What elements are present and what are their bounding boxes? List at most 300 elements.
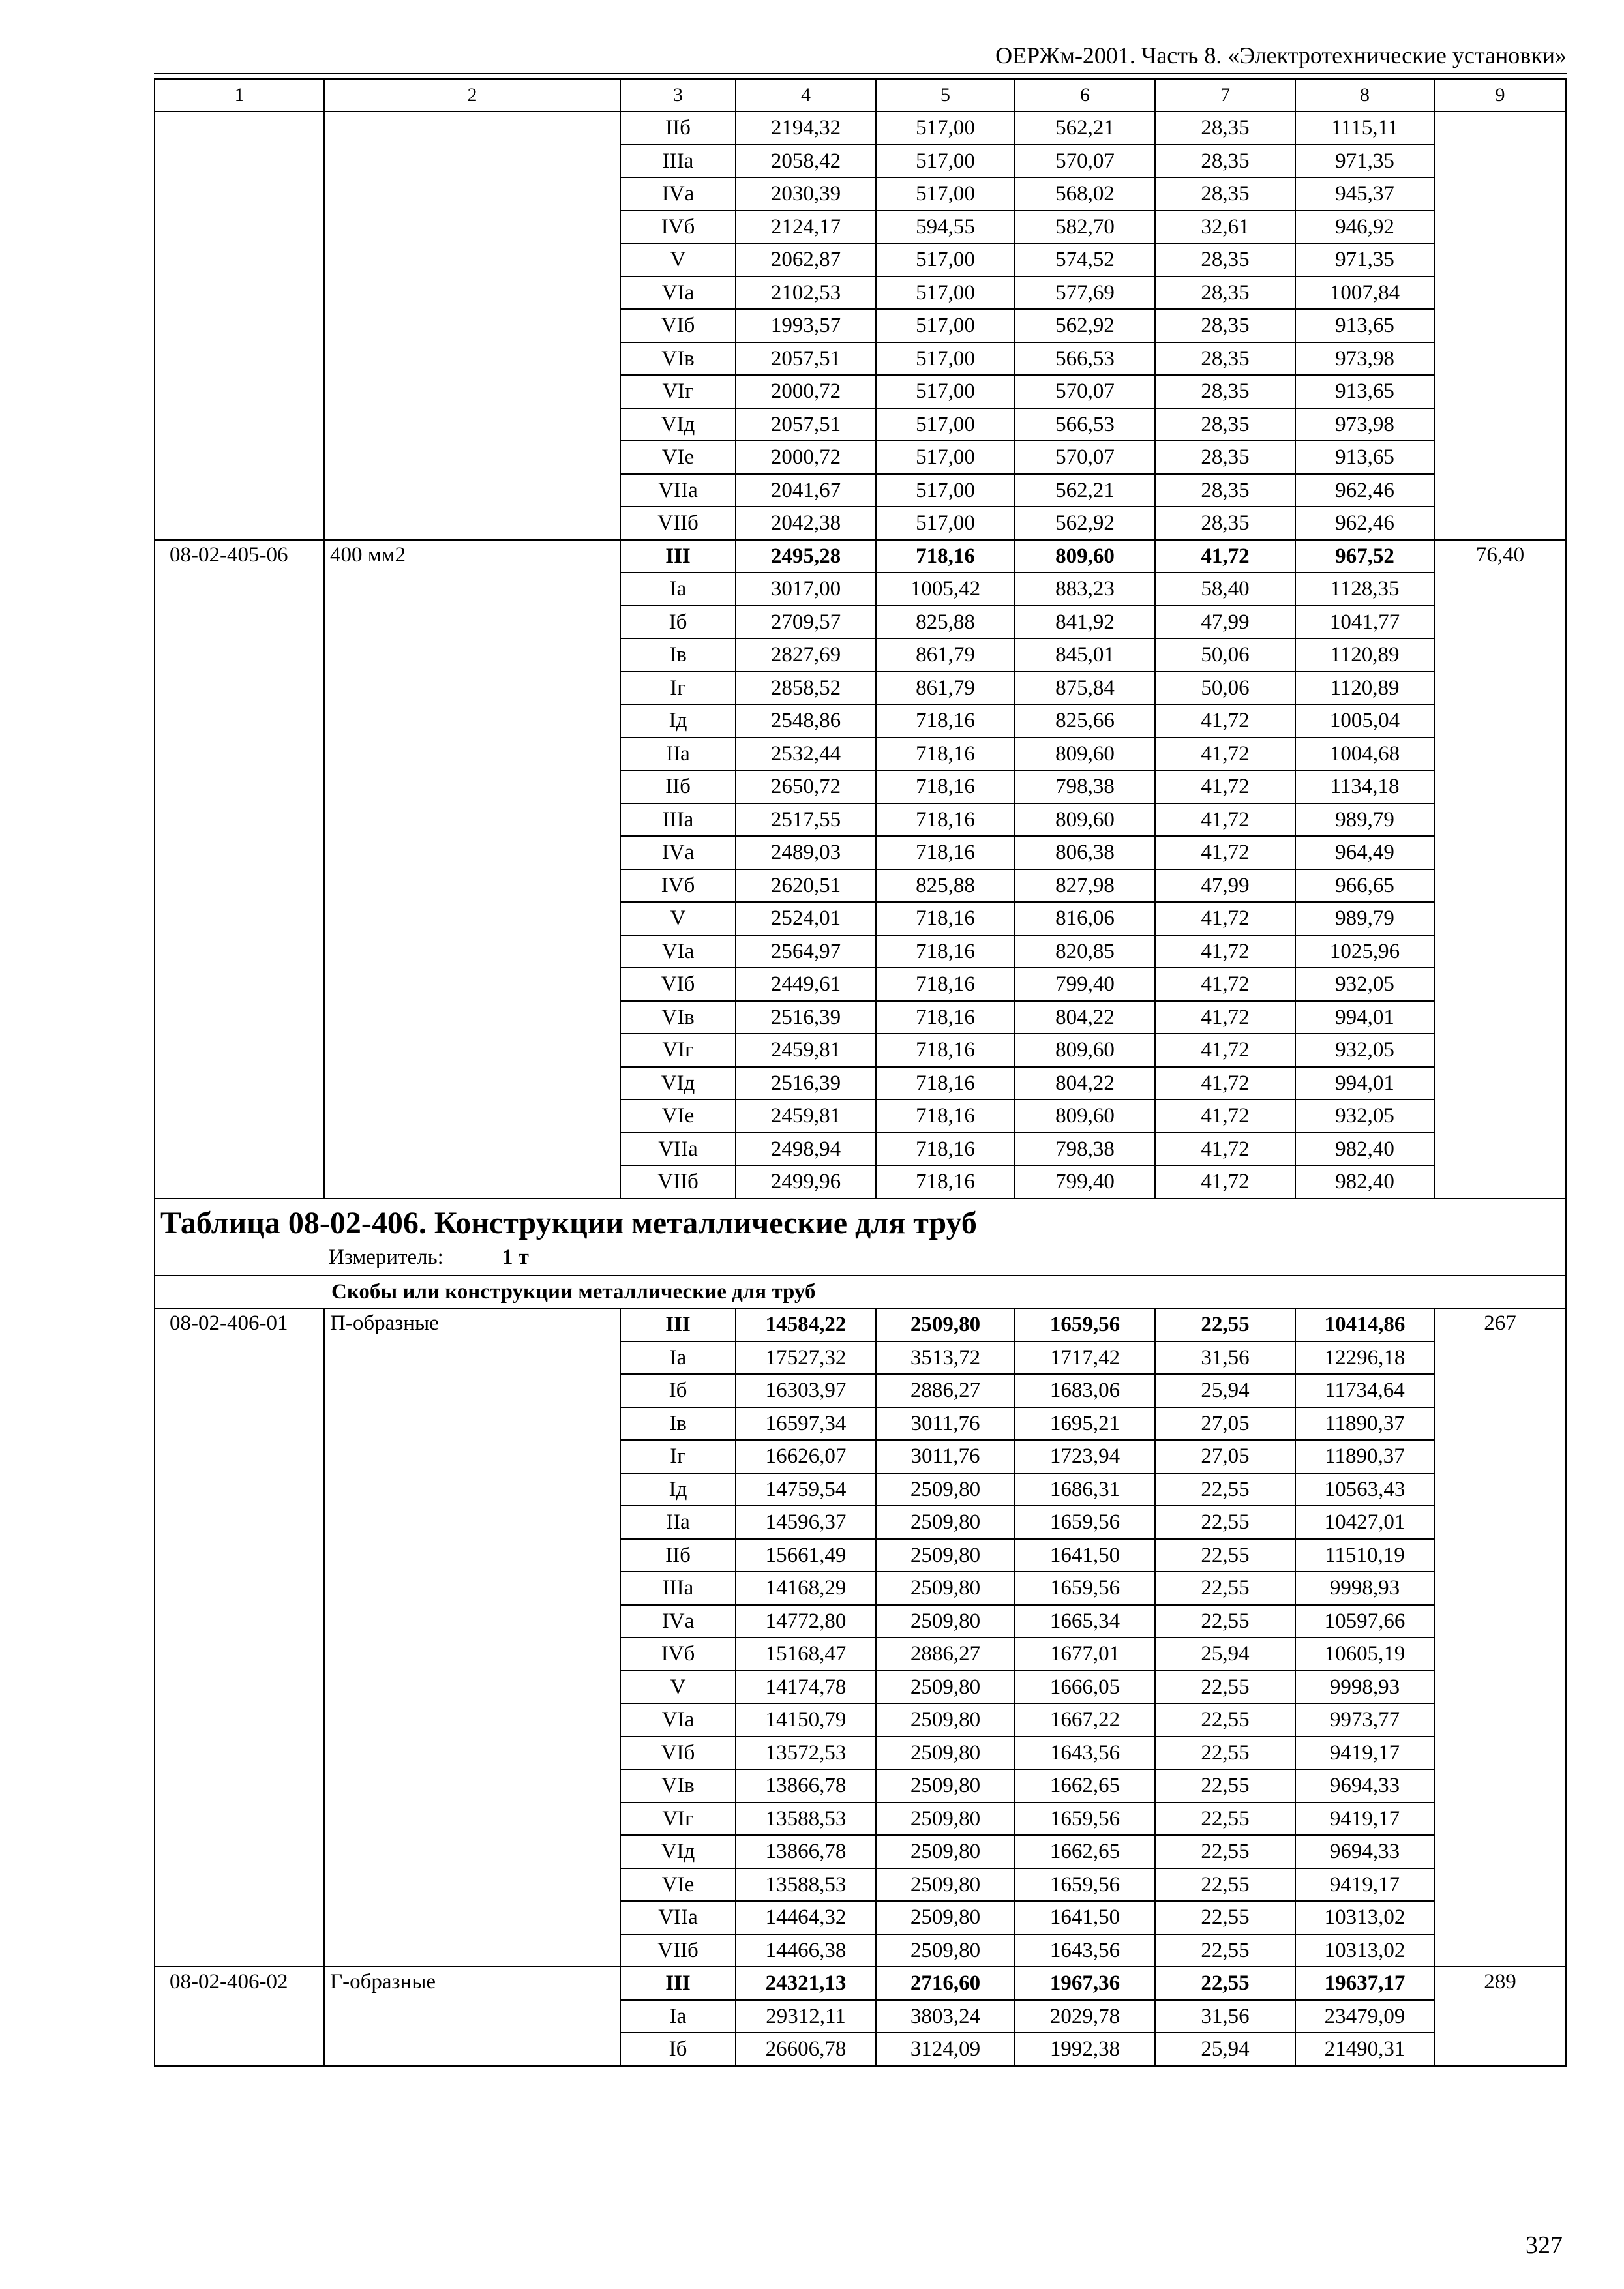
value-cell: 967,52 bbox=[1295, 540, 1434, 573]
value-cell: 718,16 bbox=[876, 836, 1015, 869]
value-cell: 2124,17 bbox=[736, 211, 876, 244]
unit-label: Измеритель: bbox=[329, 1245, 444, 1269]
table-row bbox=[155, 112, 1566, 145]
value-cell: 2489,03 bbox=[736, 836, 876, 869]
column-number: 7 bbox=[1155, 79, 1295, 112]
zone-cell: VIе bbox=[620, 1868, 736, 1902]
value-cell: 1683,06 bbox=[1015, 1374, 1155, 1407]
zone-cell: VIIб bbox=[620, 1165, 736, 1199]
value-cell: 946,92 bbox=[1295, 211, 1434, 244]
value-cell: 1643,56 bbox=[1015, 1737, 1155, 1770]
value-cell: 566,53 bbox=[1015, 408, 1155, 441]
value-cell: 14464,32 bbox=[736, 1901, 876, 1934]
value-cell: 22,55 bbox=[1155, 1737, 1295, 1770]
value-cell: 994,01 bbox=[1295, 1067, 1434, 1100]
value-cell: 41,72 bbox=[1155, 803, 1295, 837]
value-cell: 1641,50 bbox=[1015, 1901, 1155, 1934]
value-cell: 2709,57 bbox=[736, 606, 876, 639]
value-cell: 2449,61 bbox=[736, 968, 876, 1001]
value-cell: 14596,37 bbox=[736, 1506, 876, 1539]
value-cell: 1659,56 bbox=[1015, 1803, 1155, 1836]
rates-table-body bbox=[155, 79, 1566, 2066]
table-row bbox=[155, 540, 1566, 573]
value-cell: 23479,09 bbox=[1295, 2000, 1434, 2033]
value-cell: 9998,93 bbox=[1295, 1671, 1434, 1704]
table-row bbox=[155, 1967, 1566, 2000]
mass-cell: 267 bbox=[1434, 1308, 1566, 1967]
value-cell: 2650,72 bbox=[736, 770, 876, 803]
value-cell: 2498,94 bbox=[736, 1133, 876, 1166]
zone-cell: Iа bbox=[620, 573, 736, 606]
value-cell: 718,16 bbox=[876, 1067, 1015, 1100]
value-cell: 14759,54 bbox=[736, 1473, 876, 1506]
value-cell: 12296,18 bbox=[1295, 1341, 1434, 1375]
value-cell: 825,88 bbox=[876, 606, 1015, 639]
column-number: 4 bbox=[736, 79, 876, 112]
zone-cell: VIв bbox=[620, 1001, 736, 1034]
column-number: 6 bbox=[1015, 79, 1155, 112]
zone-cell: Iа bbox=[620, 1341, 736, 1375]
value-cell: 973,98 bbox=[1295, 342, 1434, 376]
value-cell: 29312,11 bbox=[736, 2000, 876, 2033]
zone-cell: III bbox=[620, 1967, 736, 2000]
value-cell: 827,98 bbox=[1015, 869, 1155, 903]
value-cell: 1128,35 bbox=[1295, 573, 1434, 606]
value-cell: 2716,60 bbox=[876, 1967, 1015, 2000]
value-cell: 1120,89 bbox=[1295, 672, 1434, 705]
value-cell: 11890,37 bbox=[1295, 1440, 1434, 1473]
column-number: 9 bbox=[1434, 79, 1566, 112]
value-cell: 22,55 bbox=[1155, 1703, 1295, 1737]
value-cell: 28,35 bbox=[1155, 441, 1295, 474]
value-cell: 22,55 bbox=[1155, 1901, 1295, 1934]
value-cell: 825,88 bbox=[876, 869, 1015, 903]
value-cell: 13588,53 bbox=[736, 1868, 876, 1902]
value-cell: 994,01 bbox=[1295, 1001, 1434, 1034]
value-cell: 718,16 bbox=[876, 1001, 1015, 1034]
value-cell: 2548,86 bbox=[736, 704, 876, 738]
value-cell: 16597,34 bbox=[736, 1407, 876, 1441]
value-cell: 2886,27 bbox=[876, 1374, 1015, 1407]
value-cell: 845,01 bbox=[1015, 638, 1155, 672]
value-cell: 22,55 bbox=[1155, 1803, 1295, 1836]
value-cell: 16303,97 bbox=[736, 1374, 876, 1407]
value-cell: 2509,80 bbox=[876, 1308, 1015, 1341]
mass-cell bbox=[1434, 112, 1566, 540]
value-cell: 2000,72 bbox=[736, 441, 876, 474]
value-cell: 1007,84 bbox=[1295, 277, 1434, 310]
zone-cell: VIб bbox=[620, 309, 736, 342]
value-cell: 2827,69 bbox=[736, 638, 876, 672]
value-cell: 964,49 bbox=[1295, 836, 1434, 869]
value-cell: 22,55 bbox=[1155, 1605, 1295, 1638]
rate-code: 08-02-406-02 bbox=[155, 1967, 324, 2066]
value-cell: 2000,72 bbox=[736, 375, 876, 408]
value-cell: 861,79 bbox=[876, 638, 1015, 672]
value-cell: 11890,37 bbox=[1295, 1407, 1434, 1441]
value-cell: 562,21 bbox=[1015, 112, 1155, 145]
value-cell: 14168,29 bbox=[736, 1572, 876, 1605]
zone-cell: VIIа bbox=[620, 1133, 736, 1166]
value-cell: 562,92 bbox=[1015, 309, 1155, 342]
zone-cell: IIIа bbox=[620, 1572, 736, 1605]
zone-cell: IIб bbox=[620, 1539, 736, 1572]
value-cell: 1695,21 bbox=[1015, 1407, 1155, 1441]
value-cell: 41,72 bbox=[1155, 1034, 1295, 1067]
zone-cell: VIа bbox=[620, 1703, 736, 1737]
value-cell: 1666,05 bbox=[1015, 1671, 1155, 1704]
value-cell: 25,94 bbox=[1155, 1638, 1295, 1671]
value-cell: 517,00 bbox=[876, 342, 1015, 376]
column-number: 1 bbox=[155, 79, 324, 112]
value-cell: 28,35 bbox=[1155, 342, 1295, 376]
zone-cell: IVа bbox=[620, 836, 736, 869]
value-cell: 570,07 bbox=[1015, 375, 1155, 408]
value-cell: 2516,39 bbox=[736, 1067, 876, 1100]
table-title-cell bbox=[155, 1199, 1566, 1276]
value-cell: 9998,93 bbox=[1295, 1572, 1434, 1605]
zone-cell: VIг bbox=[620, 375, 736, 408]
value-cell: 562,92 bbox=[1015, 507, 1155, 540]
value-cell: 517,00 bbox=[876, 474, 1015, 507]
value-cell: 41,72 bbox=[1155, 704, 1295, 738]
value-cell: 22,55 bbox=[1155, 1572, 1295, 1605]
value-cell: 1662,65 bbox=[1015, 1769, 1155, 1803]
value-cell: 2524,01 bbox=[736, 902, 876, 935]
value-cell: 2532,44 bbox=[736, 738, 876, 771]
zone-cell: IIа bbox=[620, 1506, 736, 1539]
zone-cell: IIб bbox=[620, 770, 736, 803]
value-cell: 24321,13 bbox=[736, 1967, 876, 2000]
value-cell: 566,53 bbox=[1015, 342, 1155, 376]
value-cell: 2062,87 bbox=[736, 243, 876, 277]
zone-cell: IVа bbox=[620, 1605, 736, 1638]
value-cell: 577,69 bbox=[1015, 277, 1155, 310]
value-cell: 517,00 bbox=[876, 507, 1015, 540]
zone-cell: IIIа bbox=[620, 145, 736, 178]
value-cell: 2509,80 bbox=[876, 1671, 1015, 1704]
zone-cell: IVб bbox=[620, 1638, 736, 1671]
value-cell: 41,72 bbox=[1155, 1133, 1295, 1166]
value-cell: 2495,28 bbox=[736, 540, 876, 573]
value-cell: 570,07 bbox=[1015, 441, 1155, 474]
value-cell: 27,05 bbox=[1155, 1407, 1295, 1441]
value-cell: 982,40 bbox=[1295, 1133, 1434, 1166]
value-cell: 932,05 bbox=[1295, 1100, 1434, 1133]
value-cell: 17527,32 bbox=[736, 1341, 876, 1375]
value-cell: 1120,89 bbox=[1295, 638, 1434, 672]
value-cell: 22,55 bbox=[1155, 1769, 1295, 1803]
value-cell: 10605,19 bbox=[1295, 1638, 1434, 1671]
value-cell: 2057,51 bbox=[736, 342, 876, 376]
value-cell: 1665,34 bbox=[1015, 1605, 1155, 1638]
value-cell: 3803,24 bbox=[876, 2000, 1015, 2033]
value-cell: 9694,33 bbox=[1295, 1835, 1434, 1868]
value-cell: 517,00 bbox=[876, 243, 1015, 277]
value-cell: 28,35 bbox=[1155, 145, 1295, 178]
value-cell: 41,72 bbox=[1155, 1100, 1295, 1133]
value-cell: 28,35 bbox=[1155, 375, 1295, 408]
value-cell: 718,16 bbox=[876, 1165, 1015, 1199]
zone-cell: IVб bbox=[620, 211, 736, 244]
value-cell: 14150,79 bbox=[736, 1703, 876, 1737]
column-number: 8 bbox=[1295, 79, 1434, 112]
zone-cell: VIд bbox=[620, 408, 736, 441]
rate-code bbox=[155, 112, 324, 540]
value-cell: 22,55 bbox=[1155, 1473, 1295, 1506]
zone-cell: IIа bbox=[620, 738, 736, 771]
value-cell: 517,00 bbox=[876, 177, 1015, 211]
column-number-row bbox=[155, 79, 1566, 112]
value-cell: 816,06 bbox=[1015, 902, 1155, 935]
zone-cell: VIг bbox=[620, 1803, 736, 1836]
value-cell: 2886,27 bbox=[876, 1638, 1015, 1671]
value-cell: 10313,02 bbox=[1295, 1934, 1434, 1967]
zone-cell: VIа bbox=[620, 935, 736, 968]
value-cell: 1993,57 bbox=[736, 309, 876, 342]
value-cell: 718,16 bbox=[876, 770, 1015, 803]
value-cell: 1967,36 bbox=[1015, 1967, 1155, 2000]
value-cell: 2042,38 bbox=[736, 507, 876, 540]
zone-cell: IVа bbox=[620, 177, 736, 211]
value-cell: 989,79 bbox=[1295, 803, 1434, 837]
value-cell: 9419,17 bbox=[1295, 1803, 1434, 1836]
value-cell: 41,72 bbox=[1155, 738, 1295, 771]
value-cell: 2509,80 bbox=[876, 1572, 1015, 1605]
value-cell: 820,85 bbox=[1015, 935, 1155, 968]
value-cell: 2858,52 bbox=[736, 672, 876, 705]
rate-code: 08-02-406-01 bbox=[155, 1308, 324, 1967]
value-cell: 41,72 bbox=[1155, 1001, 1295, 1034]
value-cell: 31,56 bbox=[1155, 2000, 1295, 2033]
value-cell: 932,05 bbox=[1295, 968, 1434, 1001]
rates-table bbox=[154, 78, 1567, 2067]
value-cell: 2030,39 bbox=[736, 177, 876, 211]
value-cell: 2194,32 bbox=[736, 112, 876, 145]
value-cell: 1723,94 bbox=[1015, 1440, 1155, 1473]
value-cell: 1005,04 bbox=[1295, 704, 1434, 738]
rate-name: Г-образные bbox=[324, 1967, 620, 2066]
value-cell: 3124,09 bbox=[876, 2033, 1015, 2066]
value-cell: 2516,39 bbox=[736, 1001, 876, 1034]
value-cell: 2102,53 bbox=[736, 277, 876, 310]
table-title-row bbox=[155, 1199, 1566, 1276]
value-cell: 25,94 bbox=[1155, 1374, 1295, 1407]
value-cell: 562,21 bbox=[1015, 474, 1155, 507]
value-cell: 22,55 bbox=[1155, 1868, 1295, 1902]
value-cell: 2509,80 bbox=[876, 1737, 1015, 1770]
value-cell: 718,16 bbox=[876, 1034, 1015, 1067]
value-cell: 809,60 bbox=[1015, 1100, 1155, 1133]
value-cell: 21490,31 bbox=[1295, 2033, 1434, 2066]
zone-cell: VIIб bbox=[620, 1934, 736, 1967]
value-cell: 25,94 bbox=[1155, 2033, 1295, 2066]
zone-cell: VIе bbox=[620, 441, 736, 474]
section-row bbox=[155, 1276, 1566, 1309]
value-cell: 568,02 bbox=[1015, 177, 1155, 211]
value-cell: 47,99 bbox=[1155, 606, 1295, 639]
value-cell: 28,35 bbox=[1155, 277, 1295, 310]
zone-cell: VIIа bbox=[620, 474, 736, 507]
table-title: Таблица 08-02-406. Конструкции металлические для труб bbox=[160, 1205, 977, 1240]
value-cell: 718,16 bbox=[876, 738, 1015, 771]
value-cell: 718,16 bbox=[876, 935, 1015, 968]
value-cell: 11510,19 bbox=[1295, 1539, 1434, 1572]
value-cell: 517,00 bbox=[876, 441, 1015, 474]
value-cell: 945,37 bbox=[1295, 177, 1434, 211]
zone-cell: Iв bbox=[620, 1407, 736, 1441]
value-cell: 2058,42 bbox=[736, 145, 876, 178]
value-cell: 14772,80 bbox=[736, 1605, 876, 1638]
value-cell: 718,16 bbox=[876, 540, 1015, 573]
value-cell: 1641,50 bbox=[1015, 1539, 1155, 1572]
value-cell: 913,65 bbox=[1295, 309, 1434, 342]
header-rule bbox=[154, 73, 1567, 74]
value-cell: 517,00 bbox=[876, 277, 1015, 310]
value-cell: 22,55 bbox=[1155, 1506, 1295, 1539]
value-cell: 2509,80 bbox=[876, 1703, 1015, 1737]
value-cell: 982,40 bbox=[1295, 1165, 1434, 1199]
value-cell: 517,00 bbox=[876, 112, 1015, 145]
value-cell: 962,46 bbox=[1295, 474, 1434, 507]
value-cell: 973,98 bbox=[1295, 408, 1434, 441]
value-cell: 861,79 bbox=[876, 672, 1015, 705]
value-cell: 28,35 bbox=[1155, 474, 1295, 507]
zone-cell: VIе bbox=[620, 1100, 736, 1133]
zone-cell: Iд bbox=[620, 704, 736, 738]
value-cell: 570,07 bbox=[1015, 145, 1155, 178]
value-cell: 15168,47 bbox=[736, 1638, 876, 1671]
value-cell: 13866,78 bbox=[736, 1769, 876, 1803]
value-cell: 1992,38 bbox=[1015, 2033, 1155, 2066]
value-cell: 517,00 bbox=[876, 309, 1015, 342]
value-cell: 799,40 bbox=[1015, 968, 1155, 1001]
value-cell: 14174,78 bbox=[736, 1671, 876, 1704]
value-cell: 9419,17 bbox=[1295, 1868, 1434, 1902]
zone-cell: Iд bbox=[620, 1473, 736, 1506]
zone-cell: Iг bbox=[620, 672, 736, 705]
value-cell: 841,92 bbox=[1015, 606, 1155, 639]
value-cell: 1025,96 bbox=[1295, 935, 1434, 968]
rate-name: 400 мм2 bbox=[324, 540, 620, 1199]
value-cell: 718,16 bbox=[876, 1100, 1015, 1133]
zone-cell: VIд bbox=[620, 1835, 736, 1868]
zone-cell: VIв bbox=[620, 342, 736, 376]
value-cell: 41,72 bbox=[1155, 540, 1295, 573]
value-cell: 809,60 bbox=[1015, 540, 1155, 573]
value-cell: 1659,56 bbox=[1015, 1506, 1155, 1539]
zone-cell: VIд bbox=[620, 1067, 736, 1100]
value-cell: 718,16 bbox=[876, 1133, 1015, 1166]
value-cell: 41,72 bbox=[1155, 770, 1295, 803]
value-cell: 875,84 bbox=[1015, 672, 1155, 705]
value-cell: 22,55 bbox=[1155, 1539, 1295, 1572]
value-cell: 1004,68 bbox=[1295, 738, 1434, 771]
value-cell: 50,06 bbox=[1155, 638, 1295, 672]
value-cell: 574,52 bbox=[1015, 243, 1155, 277]
value-cell: 10563,43 bbox=[1295, 1473, 1434, 1506]
value-cell: 809,60 bbox=[1015, 803, 1155, 837]
value-cell: 10597,66 bbox=[1295, 1605, 1434, 1638]
value-cell: 13588,53 bbox=[736, 1803, 876, 1836]
zone-cell: IVб bbox=[620, 869, 736, 903]
value-cell: 16626,07 bbox=[736, 1440, 876, 1473]
zone-cell: Iв bbox=[620, 638, 736, 672]
column-number: 5 bbox=[876, 79, 1015, 112]
value-cell: 804,22 bbox=[1015, 1067, 1155, 1100]
value-cell: 2509,80 bbox=[876, 1605, 1015, 1638]
value-cell: 582,70 bbox=[1015, 211, 1155, 244]
value-cell: 14466,38 bbox=[736, 1934, 876, 1967]
value-cell: 799,40 bbox=[1015, 1165, 1155, 1199]
value-cell: 41,72 bbox=[1155, 968, 1295, 1001]
value-cell: 883,23 bbox=[1015, 573, 1155, 606]
section-heading: Скобы или конструкции металлические для труб bbox=[155, 1276, 1566, 1309]
value-cell: 27,05 bbox=[1155, 1440, 1295, 1473]
value-cell: 28,35 bbox=[1155, 507, 1295, 540]
value-cell: 2509,80 bbox=[876, 1803, 1015, 1836]
value-cell: 825,66 bbox=[1015, 704, 1155, 738]
value-cell: 9973,77 bbox=[1295, 1703, 1434, 1737]
value-cell: 594,55 bbox=[876, 211, 1015, 244]
zone-cell: Iа bbox=[620, 2000, 736, 2033]
value-cell: 1662,65 bbox=[1015, 1835, 1155, 1868]
value-cell: 2509,80 bbox=[876, 1539, 1015, 1572]
value-cell: 10427,01 bbox=[1295, 1506, 1434, 1539]
value-cell: 2509,80 bbox=[876, 1769, 1015, 1803]
value-cell: 31,56 bbox=[1155, 1341, 1295, 1375]
value-cell: 22,55 bbox=[1155, 1967, 1295, 2000]
value-cell: 718,16 bbox=[876, 704, 1015, 738]
value-cell: 9419,17 bbox=[1295, 1737, 1434, 1770]
value-cell: 3513,72 bbox=[876, 1341, 1015, 1375]
value-cell: 1005,42 bbox=[876, 573, 1015, 606]
mass-cell: 76,40 bbox=[1434, 540, 1566, 1199]
zone-cell: IIб bbox=[620, 112, 736, 145]
zone-cell: Iб bbox=[620, 606, 736, 639]
running-header: ОЕРЖм-2001. Часть 8. «Электротехнические установки» bbox=[995, 42, 1567, 68]
value-cell: 1643,56 bbox=[1015, 1934, 1155, 1967]
zone-cell: VIа bbox=[620, 277, 736, 310]
value-cell: 41,72 bbox=[1155, 836, 1295, 869]
value-cell: 41,72 bbox=[1155, 902, 1295, 935]
value-cell: 1659,56 bbox=[1015, 1308, 1155, 1341]
value-cell: 2620,51 bbox=[736, 869, 876, 903]
value-cell: 41,72 bbox=[1155, 1165, 1295, 1199]
zone-cell: V bbox=[620, 902, 736, 935]
page-number: 327 bbox=[1526, 2232, 1563, 2259]
table-row bbox=[155, 1308, 1566, 1341]
value-cell: 2509,80 bbox=[876, 1868, 1015, 1902]
value-cell: 1677,01 bbox=[1015, 1638, 1155, 1671]
value-cell: 14584,22 bbox=[736, 1308, 876, 1341]
value-cell: 2509,80 bbox=[876, 1934, 1015, 1967]
zone-cell: IIIа bbox=[620, 803, 736, 837]
value-cell: 19637,17 bbox=[1295, 1967, 1434, 2000]
value-cell: 22,55 bbox=[1155, 1934, 1295, 1967]
value-cell: 932,05 bbox=[1295, 1034, 1434, 1067]
value-cell: 1041,77 bbox=[1295, 606, 1434, 639]
value-cell: 1659,56 bbox=[1015, 1572, 1155, 1605]
zone-cell: VIб bbox=[620, 968, 736, 1001]
value-cell: 2509,80 bbox=[876, 1506, 1015, 1539]
value-cell: 3017,00 bbox=[736, 573, 876, 606]
zone-cell: VIIб bbox=[620, 507, 736, 540]
value-cell: 2459,81 bbox=[736, 1100, 876, 1133]
value-cell: 1115,11 bbox=[1295, 112, 1434, 145]
value-cell: 3011,76 bbox=[876, 1407, 1015, 1441]
value-cell: 22,55 bbox=[1155, 1671, 1295, 1704]
